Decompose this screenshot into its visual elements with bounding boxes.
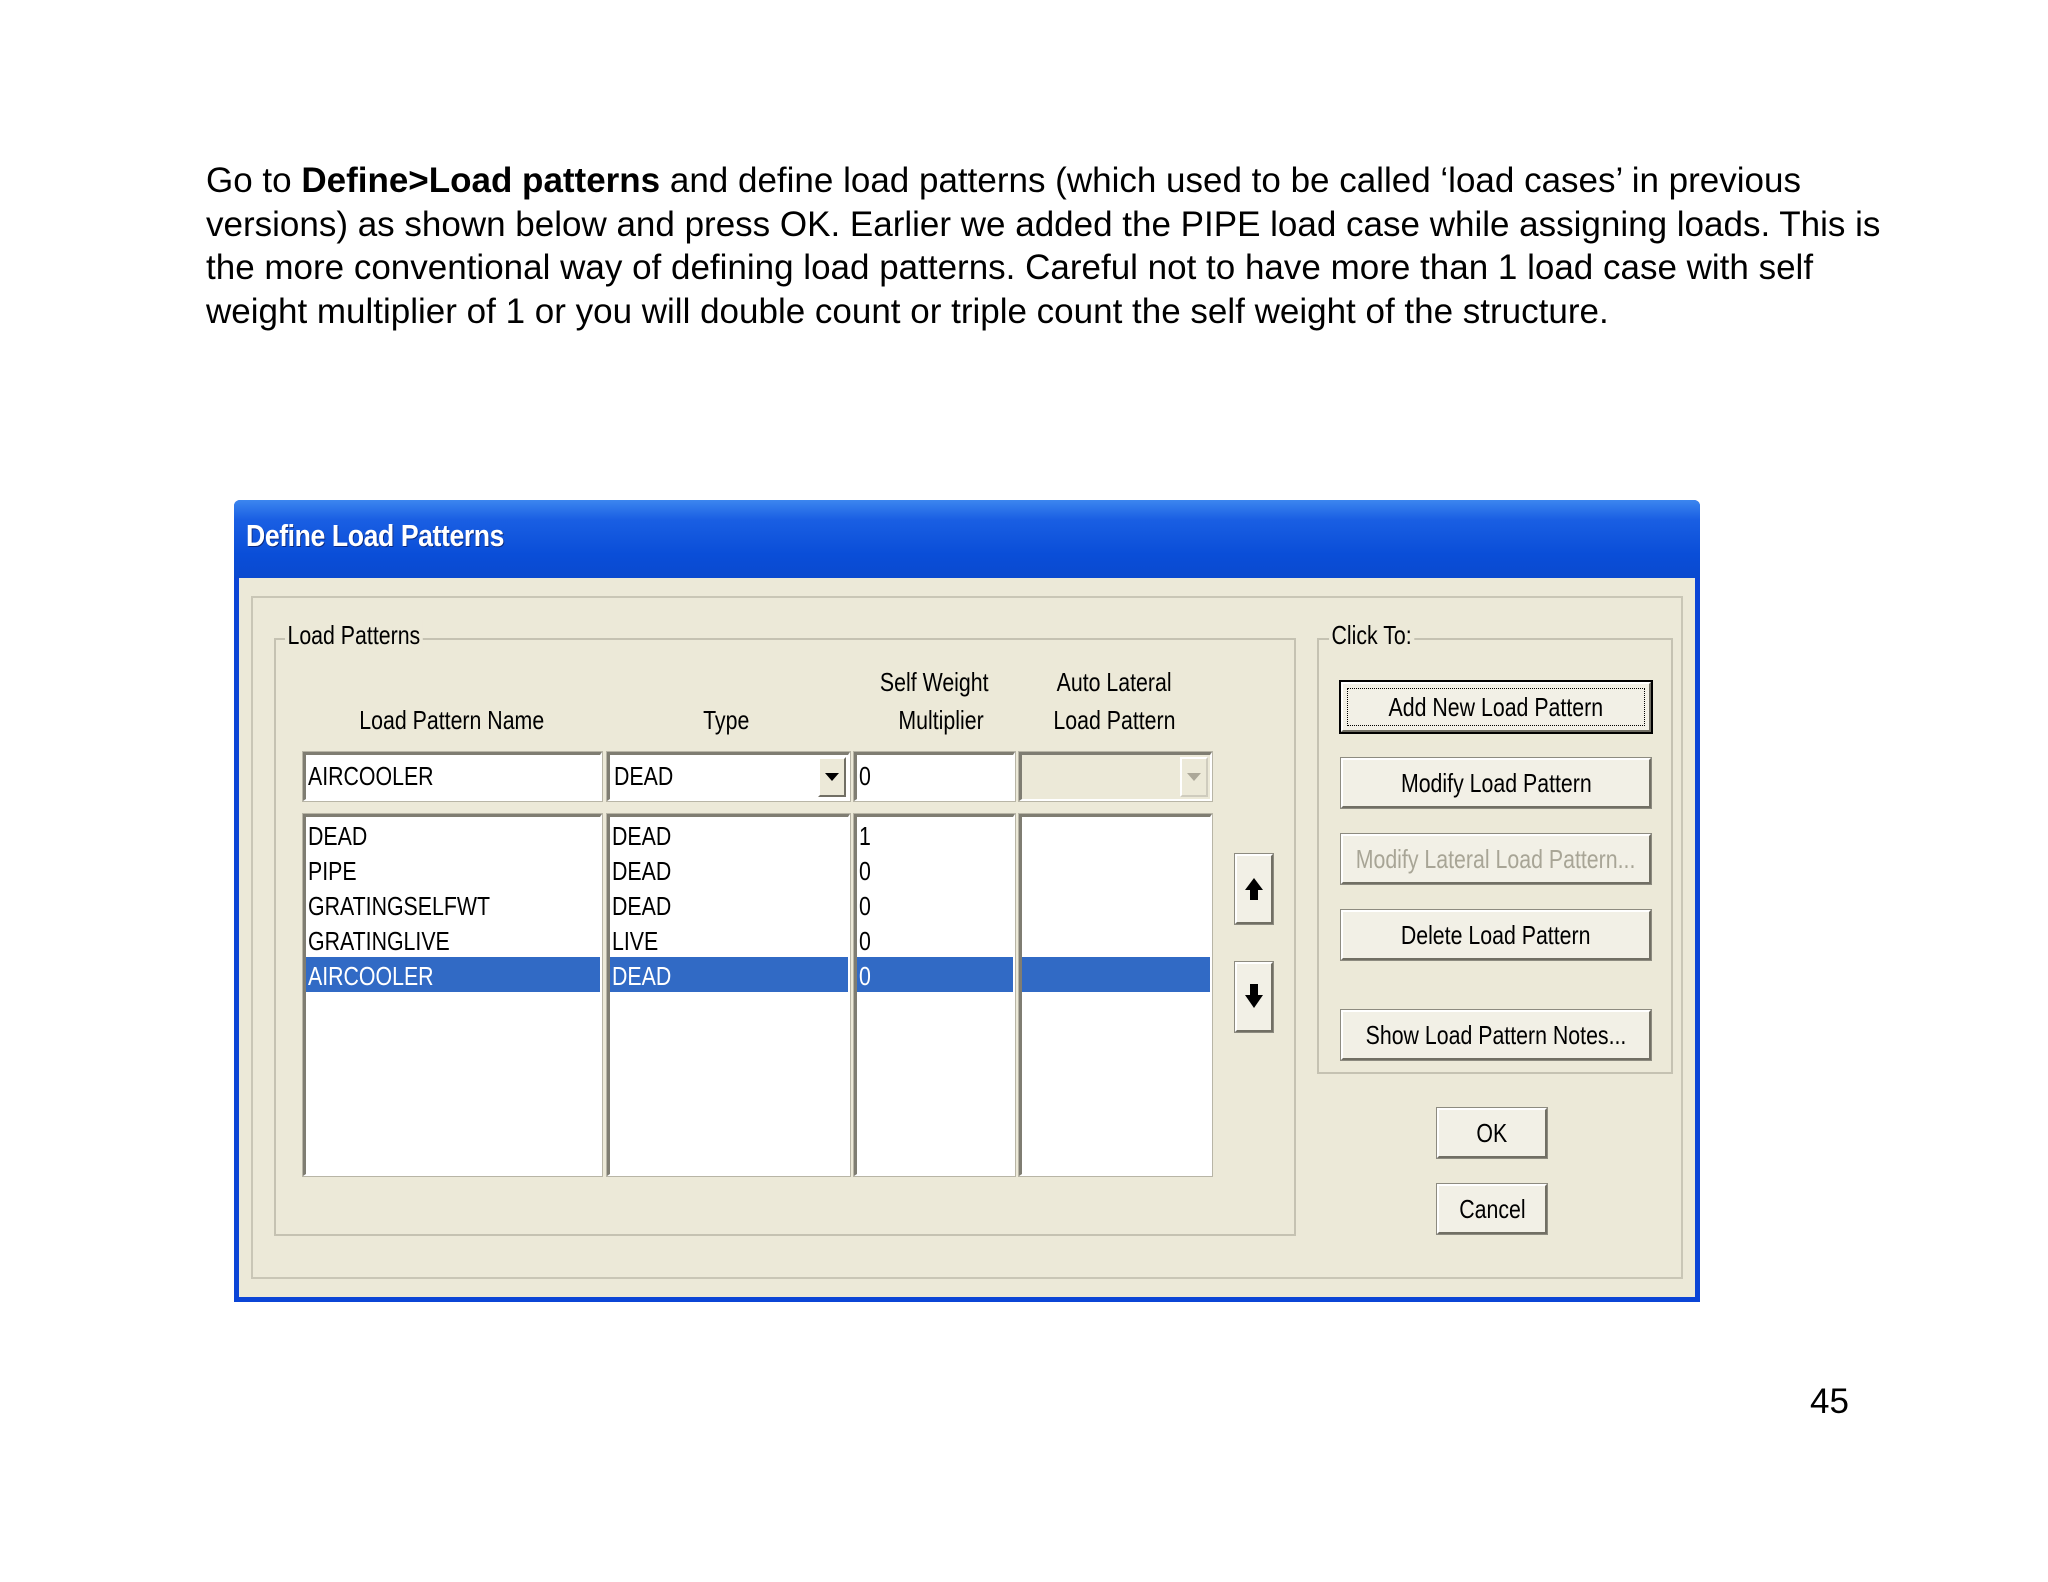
type-dropdown-button[interactable] bbox=[818, 757, 846, 797]
list-item[interactable] bbox=[1022, 852, 1210, 887]
cancel-button[interactable] bbox=[1437, 1184, 1547, 1234]
dialog-client-area bbox=[239, 578, 1695, 1297]
modify-lateral-load-pattern-button bbox=[1341, 834, 1651, 884]
load-patterns-legend: Load Patterns bbox=[285, 620, 423, 651]
define-load-patterns-dialog bbox=[234, 500, 1700, 1302]
title-bar[interactable] bbox=[234, 500, 1700, 578]
add-new-load-pattern-button[interactable] bbox=[1341, 682, 1651, 732]
show-load-pattern-notes-button[interactable] bbox=[1341, 1010, 1651, 1060]
delete-load-pattern-label: Delete Load Pattern bbox=[1401, 919, 1591, 950]
list-item[interactable]: 0 bbox=[859, 856, 871, 886]
arrow-up-icon bbox=[1237, 856, 1271, 922]
auto-lateral-list[interactable] bbox=[1019, 814, 1212, 1176]
type-select-value: DEAD bbox=[614, 761, 674, 791]
header-self-weight-line1: Self Weight bbox=[879, 666, 989, 697]
list-item[interactable]: DEAD bbox=[612, 891, 672, 921]
list-item[interactable] bbox=[1022, 887, 1210, 922]
header-auto-lateral-line1: Auto Lateral bbox=[1056, 666, 1172, 697]
list-item[interactable]: DEAD bbox=[612, 856, 672, 886]
list-item-selected[interactable]: 0 bbox=[857, 957, 1013, 992]
list-item-selected[interactable]: AIRCOOLER bbox=[306, 957, 600, 992]
page-number: 45 bbox=[1810, 1382, 1849, 1421]
click-to-legend: Click To: bbox=[1329, 620, 1414, 651]
type-select[interactable] bbox=[607, 752, 850, 801]
modify-lateral-load-pattern-label: Modify Lateral Load Pattern... bbox=[1356, 843, 1636, 874]
list-item[interactable]: PIPE bbox=[308, 856, 357, 886]
self-weight-multiplier-list[interactable] bbox=[854, 814, 1015, 1176]
list-item[interactable]: DEAD bbox=[612, 821, 672, 851]
header-load-pattern-name: Load Pattern Name bbox=[359, 704, 545, 735]
show-load-pattern-notes-label: Show Load Pattern Notes... bbox=[1365, 1019, 1627, 1050]
header-auto-lateral-line2: Load Pattern bbox=[1052, 704, 1176, 735]
move-up-button[interactable] bbox=[1235, 854, 1273, 924]
load-pattern-name-value: AIRCOOLER bbox=[308, 761, 434, 791]
list-item[interactable]: 0 bbox=[859, 891, 871, 921]
intro-rest: and define load patterns (which used to be called ‘load cases’ in previous versions) as shown below and press OK. Earlier we added the PIPE load case while assigning loads. This is the more conventional way of defining load patterns. Careful not to have more than 1 load case with self weight multiplier of 1 or you will double count or triple count the self weight of the structure. bbox=[206, 161, 1881, 331]
ok-label: OK bbox=[1476, 1117, 1508, 1148]
type-list[interactable] bbox=[607, 814, 850, 1176]
list-item[interactable] bbox=[1022, 922, 1210, 957]
modify-load-pattern-label: Modify Load Pattern bbox=[1400, 767, 1592, 798]
intro-prefix: Go to bbox=[206, 161, 302, 200]
arrow-down-icon bbox=[1237, 964, 1271, 1030]
list-item[interactable]: GRATINGSELFWT bbox=[308, 891, 491, 921]
delete-load-pattern-button[interactable] bbox=[1341, 910, 1651, 960]
menu-path-bold: Define>Load patterns bbox=[301, 161, 661, 200]
ok-button[interactable] bbox=[1437, 1108, 1547, 1158]
list-item[interactable]: 1 bbox=[859, 821, 871, 851]
load-pattern-name-input[interactable] bbox=[303, 752, 602, 801]
list-item[interactable]: LIVE bbox=[612, 926, 659, 956]
chevron-down-icon bbox=[1182, 759, 1206, 795]
self-weight-multiplier-value: 0 bbox=[859, 761, 871, 791]
dialog-title: Define Load Patterns bbox=[246, 518, 505, 553]
auto-lateral-select bbox=[1019, 752, 1212, 801]
list-item[interactable]: 0 bbox=[859, 926, 871, 956]
instruction-paragraph bbox=[206, 159, 1886, 333]
cancel-label: Cancel bbox=[1458, 1193, 1526, 1224]
move-down-button[interactable] bbox=[1235, 962, 1273, 1032]
load-pattern-name-list[interactable] bbox=[303, 814, 602, 1176]
chevron-down-icon bbox=[820, 759, 844, 795]
header-type: Type bbox=[702, 704, 750, 735]
add-new-load-pattern-label: Add New Load Pattern bbox=[1388, 691, 1604, 722]
list-item-selected[interactable]: DEAD bbox=[610, 957, 848, 992]
list-item[interactable] bbox=[1022, 817, 1210, 852]
list-item-selected[interactable] bbox=[1022, 957, 1210, 992]
self-weight-multiplier-input[interactable] bbox=[854, 752, 1015, 801]
list-item[interactable]: DEAD bbox=[308, 821, 368, 851]
modify-load-pattern-button[interactable] bbox=[1341, 758, 1651, 808]
header-self-weight-line2: Multiplier bbox=[898, 704, 984, 735]
auto-lateral-dropdown-button bbox=[1180, 757, 1208, 797]
list-item[interactable]: GRATINGLIVE bbox=[308, 926, 450, 956]
